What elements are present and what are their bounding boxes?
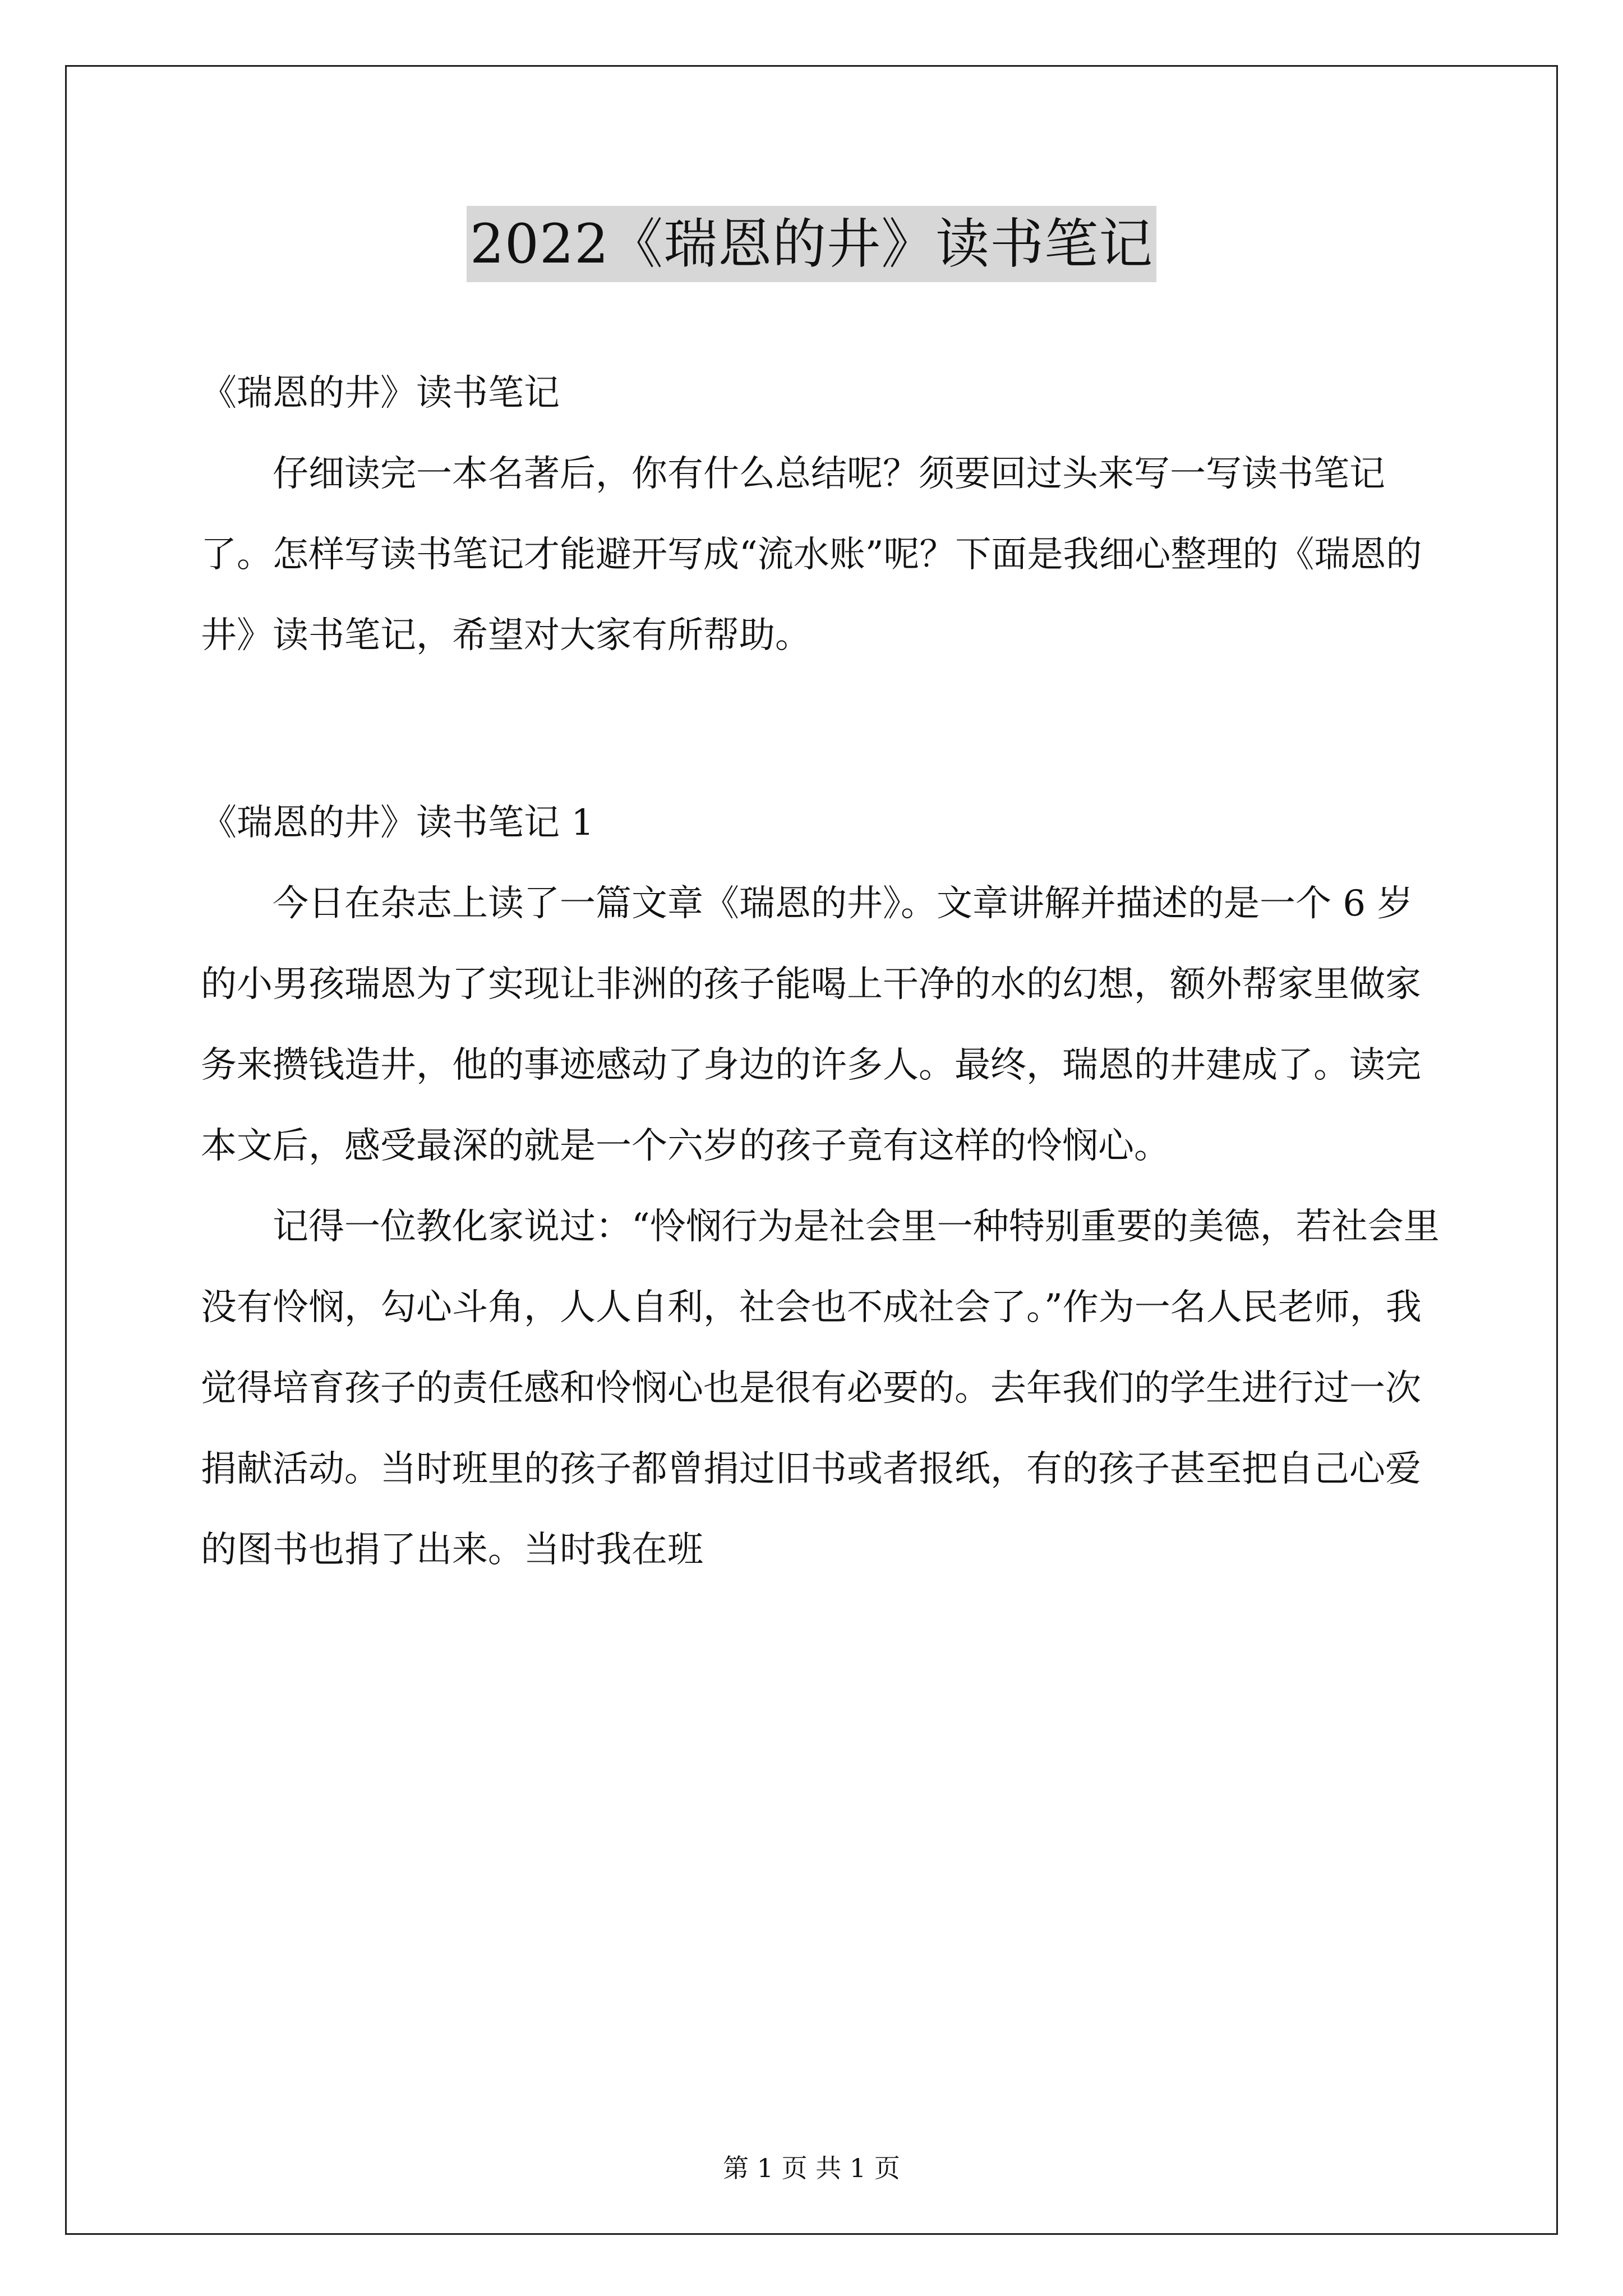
body-paragraph-1: 今日在杂志上读了一篇文章《瑞恩的井》。文章讲解并描述的是一个 6 岁的小男孩瑞恩为了实现让非洲的孩子能喝上干净的水的幻想，额外帮家里做家务来攒钱造井，他的事迹感动了身边的许多人。最终，瑞恩的井建成了。读完本文后，感受最深的就是一个六岁的孩子竟有这样的怜悯心。 bbox=[201, 883, 1421, 1167]
body-paragraph-2: 记得一位教化家说过：“怜悯行为是社会里一种特别重要的美德，若社会里没有怜悯，勾心斗角，人人自利，社会也不成社会了。”作为一名人民老师，我觉得培育孩子的责任感和怜悯心也是很有必要的。去年我们的学生进行过一次捐献活动。当时班里的孩子都曾捐过旧书或者报纸，有的孩子甚至把自己心爱的图书也捐了出来。当时我在班 bbox=[201, 1206, 1440, 1571]
document-page bbox=[65, 65, 1558, 2235]
document-title-text: 2022《瑞恩的井》读书笔记 bbox=[467, 206, 1156, 282]
document-body bbox=[201, 353, 1446, 1590]
intro-paragraph: 仔细读完一本名著后，你有什么总结呢？须要回过头来写一写读书笔记了。怎样写读书笔记才能避开写成“流水账”呢？下面是我细心整理的《瑞恩的井》读书笔记，希望对大家有所帮助。 bbox=[201, 453, 1422, 656]
intro-heading: 《瑞恩的井》读书笔记 bbox=[201, 372, 560, 414]
page-footer: 第 1 页 共 1 页 bbox=[723, 2153, 900, 2183]
section-spacer bbox=[201, 676, 1446, 783]
section-heading: 《瑞恩的井》读书笔记 1 bbox=[201, 802, 594, 844]
document-title bbox=[67, 206, 1556, 282]
